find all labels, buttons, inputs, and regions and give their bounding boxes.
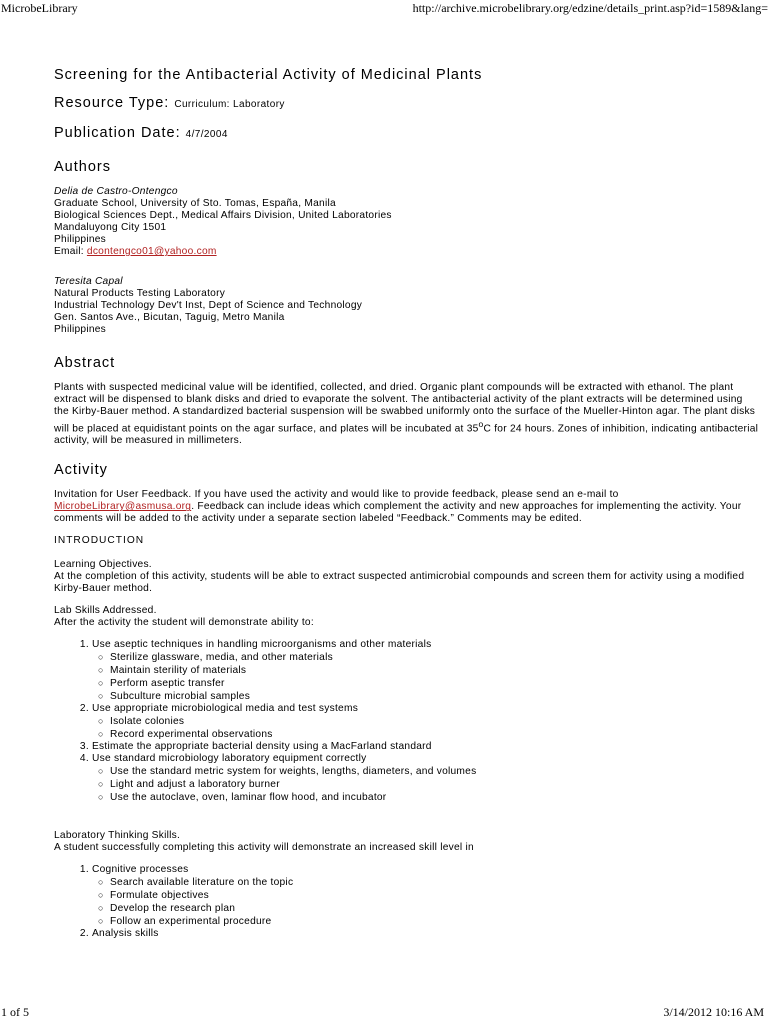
list-item: [92, 639, 760, 703]
abstract-text: [54, 382, 760, 447]
sub-list: [92, 876, 760, 928]
author-name: Delia de Castro-Ontengco: [54, 186, 178, 197]
sub-list-item: ○ Sterilize glassware, media, and other materials: [112, 651, 760, 664]
sub-list: [92, 651, 760, 703]
author-address: Gen. Santos Ave., Bicutan, Taguig, Metro Manila: [54, 312, 285, 323]
list-item-text: Analysis skills: [92, 928, 159, 940]
sub-list-item: ○ Develop the research plan: [112, 902, 760, 915]
list-item: [92, 741, 760, 753]
list-item-text: Estimate the appropriate bacterial density using a MacFarland standard: [92, 741, 432, 753]
list-item-text: Use appropriate microbiological media and test systems: [92, 703, 359, 715]
list-item: [92, 928, 760, 940]
author-email-link[interactable]: dcontengco01@yahoo.com: [86, 246, 217, 257]
sub-list-item: ○ Light and adjust a laboratory burner: [112, 778, 760, 791]
feedback-text: . Feedback can include ideas which complement the activity and new approaches for implementing the activity. Your comments will be added to the activity under a separate section labeled “Feedback.” Comments may be edited.: [54, 501, 742, 525]
author-1: [54, 186, 760, 258]
list-item: [92, 703, 760, 741]
sub-list-item: ○ Record experimental observations: [112, 728, 760, 741]
resource-type-value: Curriculum: Laboratory: [174, 99, 285, 110]
authors-heading: Authors: [54, 159, 111, 175]
sub-list-item: ○ Maintain sterility of materials: [112, 664, 760, 677]
publication-date: [54, 124, 760, 144]
article-title: Screening for the Antibacterial Activity of Medicinal Plants: [54, 67, 483, 83]
sub-list-item: ○ Subculture microbial samples: [112, 690, 760, 703]
sub-list-item: ○ Follow an experimental procedure: [112, 915, 760, 928]
abstract-heading: Abstract: [54, 355, 116, 371]
abstract-text-part: Plants with suspected medicinal value will be identified, collected, and dried. Organic plant compounds will be extracted with ethanol. The plant extract will be dispensed to blank disks and dried to evaporate the solvent. The antibacterial activity of the plant extracts will be determined using the Kirby-Bauer method. A standardized bacterial suspension will be swabbed uniformly onto the surface of the Mueller-Hinton agar. The plant disks will be placed at equidistant points on the agar surface, and plates will be incubated at 35: [54, 382, 756, 435]
sub-list-item: ○ Search available literature on the topic: [112, 876, 760, 889]
abstract-text-part: C for 24 hours. Zones of inhibition, indicating antibacterial activity, will be measured in millimeters.: [54, 423, 759, 447]
author-name: Teresita Capal: [54, 276, 123, 287]
thinking-skills-intro: A student successfully completing this activity will demonstrate an increased skill level in: [54, 842, 474, 854]
print-timestamp: 3/14/2012 10:16 AM: [663, 1005, 764, 1019]
author-country: Philippines: [54, 234, 107, 245]
feedback-email-link[interactable]: MicrobeLibrary@asmusa.org: [54, 501, 192, 513]
list-item-text: Cognitive processes: [92, 864, 189, 876]
sub-list-item: ○ Isolate colonies: [112, 715, 760, 728]
lab-skills-intro: After the activity the student will demonstrate ability to:: [54, 617, 314, 629]
author-affiliation: Industrial Technology Dev't Inst, Dept of Science and Technology: [54, 300, 363, 311]
learning-objectives-title: Learning Objectives.: [54, 559, 152, 571]
thinking-skills-title: Laboratory Thinking Skills.: [54, 830, 181, 842]
resource-type: [54, 94, 760, 114]
author-email-line: [54, 246, 760, 258]
author-address: Mandaluyong City 1501: [54, 222, 167, 233]
site-name: MicrobeLibrary: [1, 1, 78, 15]
sub-list-item: ○ Use the autoclave, oven, laminar flow hood, and incubator: [112, 791, 760, 804]
email-label: Email:: [54, 246, 84, 257]
sub-list: [92, 765, 760, 804]
page-number: 1 of 5: [1, 1005, 29, 1019]
sub-list-item: ○ Use the standard metric system for weights, lengths, diameters, and volumes: [112, 765, 760, 778]
publication-date-value: 4/7/2004: [185, 129, 228, 140]
list-item: [92, 864, 760, 928]
sub-list-item: ○ Formulate objectives: [112, 889, 760, 902]
author-affiliation: Natural Products Testing Laboratory: [54, 288, 226, 299]
list-item-text: Use standard microbiology laboratory equipment correctly: [92, 753, 367, 765]
degree-superscript: o: [478, 419, 484, 429]
lab-skills-title: Lab Skills Addressed.: [54, 605, 157, 617]
introduction-heading: INTRODUCTION: [54, 535, 145, 547]
publication-date-label: Publication Date:: [54, 125, 181, 141]
sub-list: [92, 715, 760, 741]
author-country: Philippines: [54, 324, 107, 335]
resource-type-label: Resource Type:: [54, 95, 170, 111]
learning-objectives-text: At the completion of this activity, students will be able to extract suspected antimicrobial compounds and screen them for activity using a modified Kirby-Bauer method.: [54, 571, 745, 595]
lab-skills-list: [54, 639, 760, 804]
feedback-text: Invitation for User Feedback. If you have used the activity and would like to provide feedback, please send an e-mail to: [54, 489, 619, 501]
article: [54, 66, 760, 940]
activity-heading: Activity: [54, 462, 108, 479]
author-2: [54, 276, 760, 336]
author-affiliation: Graduate School, University of Sto. Tomas, España, Manila: [54, 198, 336, 209]
feedback-invitation: [54, 489, 760, 525]
author-affiliation: Biological Sciences Dept., Medical Affairs Division, United Laboratories: [54, 210, 392, 221]
list-item-text: Use aseptic techniques in handling microorganisms and other materials: [92, 639, 432, 651]
sub-list-item: ○ Perform aseptic transfer: [112, 677, 760, 690]
thinking-skills-list: [54, 864, 760, 940]
list-item: [92, 753, 760, 804]
page-url: http://archive.microbelibrary.org/edzine/details_print.asp?id=1589&lang=: [412, 1, 768, 15]
